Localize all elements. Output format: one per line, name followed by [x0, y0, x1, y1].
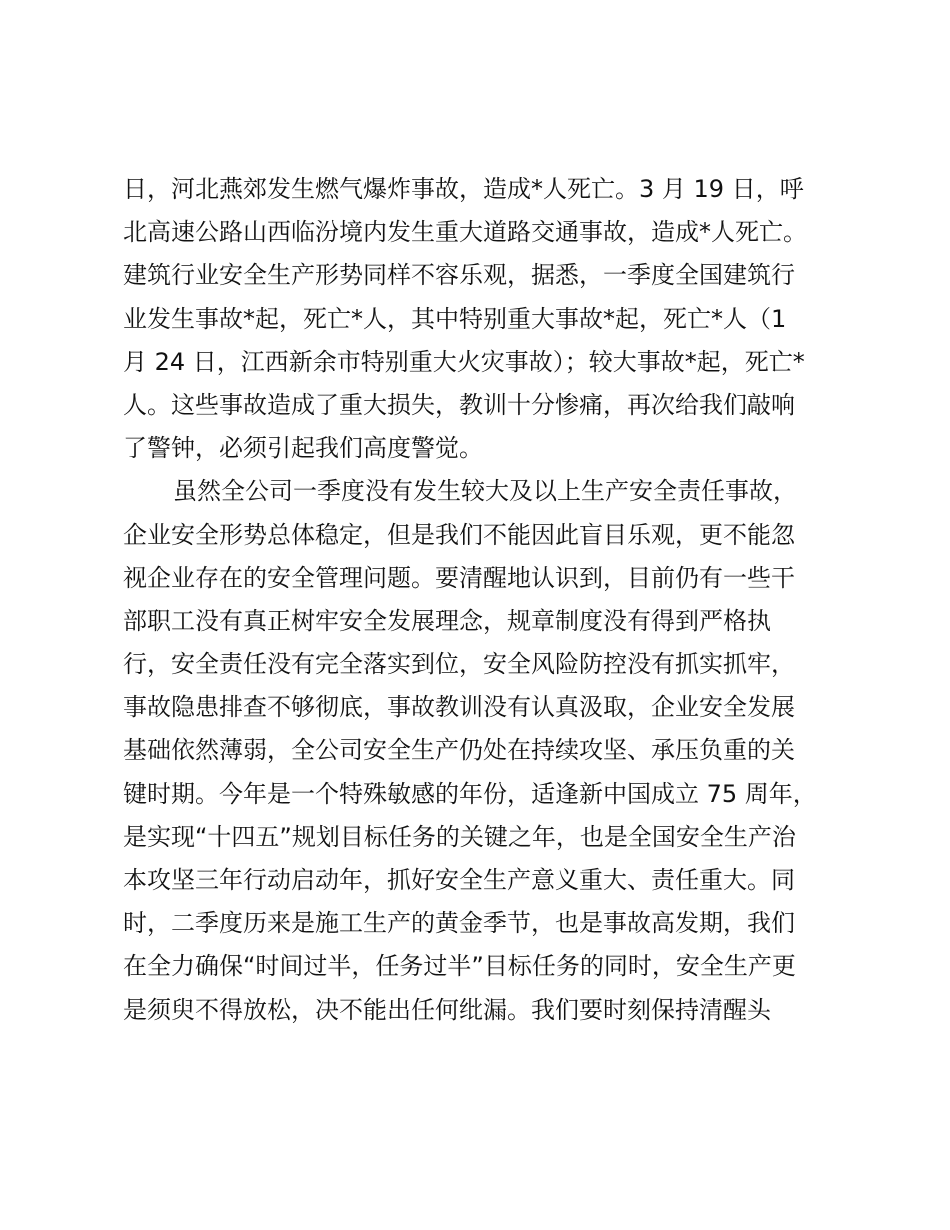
text-line: 视企业存在的安全管理问题。要清醒地认识到，目前仍有一些干 — [123, 563, 795, 592]
text-line: 建筑行业安全生产形势同样不容乐观，据悉，一季度全国建筑行 — [123, 261, 795, 290]
text-line: 北高速公路山西临汾境内发生重大道路交通事故，造成*人死亡。 — [123, 218, 807, 247]
text-line: 事故隐患排查不够彻底，事故教训没有认真汲取，企业安全发展 — [123, 693, 795, 722]
paragraph-first-line: 虽然全公司一季度没有发生较大及以上生产安全责任事故， — [173, 477, 797, 506]
text-line: 本攻坚三年行动启动年，抓好安全生产意义重大、责任重大。同 — [123, 866, 795, 894]
text-line: 了警钟，必须引起我们高度警觉。 — [123, 434, 483, 463]
text-line: 人。这些事故造成了重大损失，教训十分惨痛，再次给我们敲响 — [123, 390, 795, 419]
text-line: 日，河北燕郊发生燃气爆炸事故，造成*人死亡。3 月 19 日，呼 — [123, 175, 804, 203]
text-line: 基础依然薄弱，全公司安全生产仍处在持续攻坚、承压负重的关 — [123, 736, 795, 765]
text-line: 业发生事故*起，死亡*人，其中特别重大事故*起，死亡*人（1 — [123, 304, 787, 333]
text-line: 在全力确保“时间过半，任务过半”目标任务的同时，安全生产更 — [123, 952, 796, 981]
text-line: 月 24 日，江西新余市特别重大火灾事故）；较大事故*起，死亡* — [123, 347, 805, 376]
text-line: 企业安全形势总体稳定，但是我们不能因此盲目乐观，更不能忽 — [123, 520, 795, 549]
text-line: 行，安全责任没有完全落实到位，安全风险防控没有抓实抓牢， — [123, 650, 795, 679]
text-line: 键时期。今年是一个特殊敏感的年份，适逢新中国成立 75 周年， — [123, 779, 817, 808]
text-line: 时，二季度历来是施工生产的黄金季节，也是事故高发期，我们 — [123, 909, 795, 938]
text-line: 部职工没有真正树牢安全发展理念，规章制度没有得到严格执 — [123, 606, 771, 635]
text-line: 是实现“十四五”规划目标任务的关键之年，也是全国安全生产治 — [123, 822, 796, 851]
body-text — [123, 168, 843, 1032]
text-line: 是须臾不得放松，决不能出任何纰漏。我们要时刻保持清醒头 — [123, 995, 771, 1024]
